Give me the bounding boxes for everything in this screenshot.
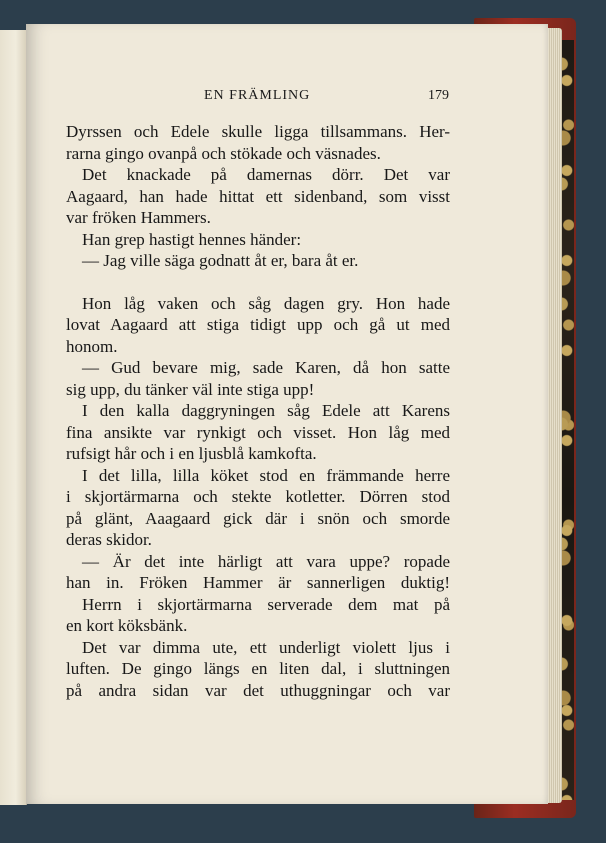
text-line: — Är det inte härligt att vara uppe? ropade (82, 551, 450, 571)
text-line: på glänt, Aaagaard gick där i snön och smorde (66, 508, 450, 528)
text-line: honom. (66, 336, 118, 356)
text-line: rarna gingo ovanpå och stökade och väsnades. (66, 143, 381, 163)
text-line: Det knackade på damernas dörr. Det var (82, 165, 450, 184)
text-line: deras skidor. (66, 530, 152, 549)
text-line: Dyrssen och Edele skulle ligga tillsammans. Her- (66, 122, 450, 141)
facing-page-edge (0, 30, 27, 805)
section-break (66, 272, 450, 293)
text-line: I den kalla daggryningen såg Edele att Karens (82, 401, 450, 420)
page-number: 179 (428, 88, 449, 103)
text-line: sig upp, du tänker väl inte stiga upp! (66, 379, 315, 399)
text-line: han in. Fröken Hammer är sannerligen duktig! (66, 573, 450, 592)
body-text (66, 121, 450, 701)
page-header (26, 88, 548, 108)
text-line: fina ansikte var rynkigt och visset. Hon låg med (66, 422, 450, 442)
text-line: Det var dimma ute, ett underligt violett ljus i (82, 637, 450, 657)
text-line: Herrn i skjortärmarna serverade dem mat på (82, 594, 450, 614)
text-line: i skjortärmarna och stekte kotletter. Dörren stod (66, 487, 450, 506)
text-line: — Jag ville säga godnatt åt er, bara åt er. (82, 251, 359, 270)
text-line: — Gud bevare mig, sade Karen, då hon satte (82, 358, 450, 377)
text-line: var fröken Hammers. (66, 208, 211, 227)
running-title: EN FRÄMLING (204, 88, 311, 103)
text-line: Han grep hastigt hennes händer: (82, 229, 302, 249)
text-line: lovat Aagaard att stiga tidigt upp och gå ut med (66, 315, 450, 334)
text-line: rufsigt hår och i en ljusblå kamkofta. (66, 444, 317, 463)
text-line: på andra sidan var det uthuggningar och var (66, 680, 450, 700)
text-line: Hon låg vaken och såg dagen gry. Hon hade (82, 293, 450, 313)
text-line: Aagaard, han hade hittat ett sidenband, som visst (66, 186, 450, 206)
book-page (26, 24, 548, 804)
text-line: luften. De gingo längs en liten dal, i sluttningen (66, 659, 450, 678)
text-line: en kort köksbänk. (66, 616, 188, 635)
text-line: I det lilla, lilla köket stod en främmande herre (82, 465, 450, 485)
